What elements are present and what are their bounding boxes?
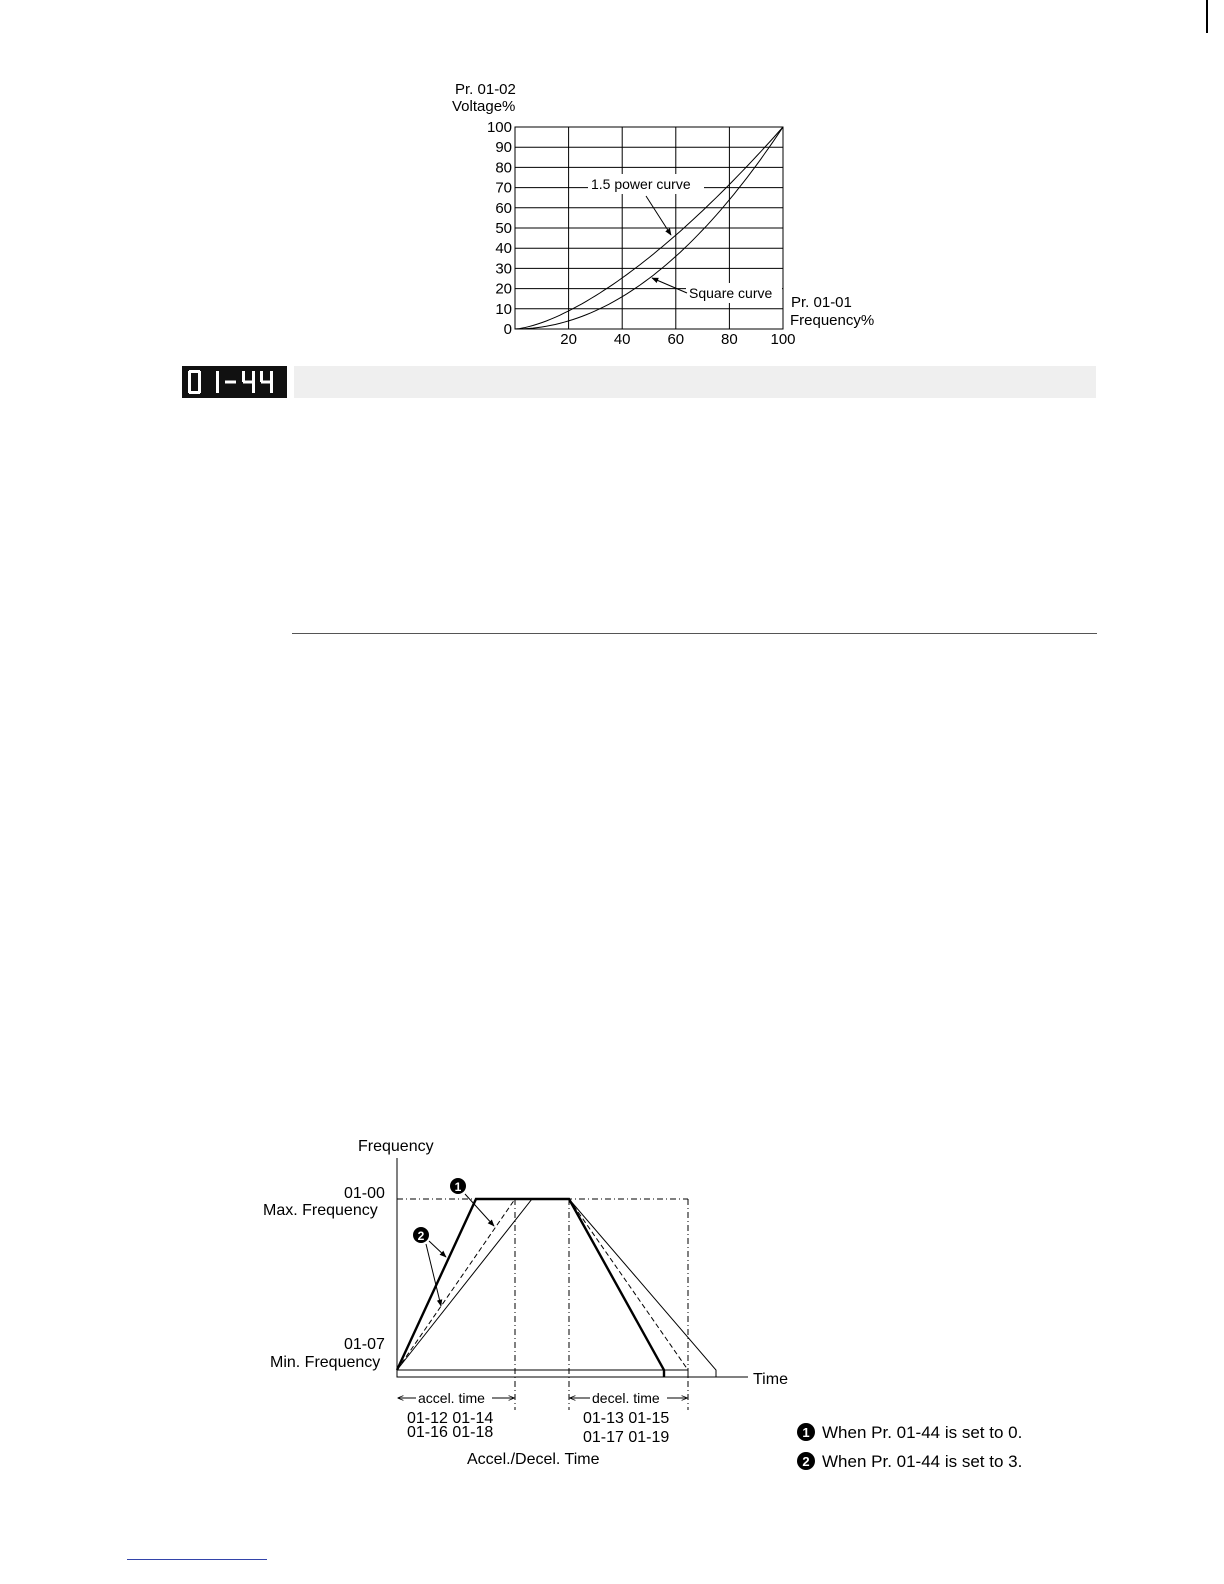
segment [252,371,255,382]
y-tick-label: 30 [495,260,512,278]
accel-time-label: accel. time [418,1390,485,1406]
accel-decel-chart [0,1120,1224,1500]
power-15-arrow [646,196,671,235]
legend-item-1-text: When Pr. 01-44 is set to 0. [822,1423,1023,1442]
x-axis-title-line2: Frequency% [790,312,875,329]
profile-setting-3 [397,1199,716,1377]
accel-params-row2: 01-16 01-18 [407,1424,494,1441]
profile-dashed-accel [397,1199,515,1370]
segment [270,371,273,382]
parameter-code-badge [182,366,287,398]
y-tick-label: 60 [495,199,512,217]
square-curve-arrow [652,278,687,293]
max-frequency-label: Max. Frequency [263,1202,378,1219]
y-tick-label: 70 [495,179,512,197]
svg-text:2: 2 [417,1229,425,1243]
seven-segment-display [182,366,287,398]
y-axis-title: Frequency [358,1138,434,1155]
x-tick-label: 80 [721,331,738,348]
svg-text:2: 2 [802,1454,810,1469]
accel-decel-title: Accel./Decel. Time [467,1451,600,1468]
decel-params-row1: 01-13 01-15 [583,1410,670,1427]
y-tick-label: 100 [486,119,512,136]
y-tick-label: 10 [495,300,512,318]
svg-text:1: 1 [802,1425,810,1440]
profile-dashed-decel [569,1199,688,1370]
x-tick-label: 20 [560,331,577,348]
legend-item-1 [797,1423,1022,1442]
vf-curve-chart [0,0,1224,360]
max-frequency-code: 01-00 [344,1185,385,1202]
svg-text:1: 1 [454,1180,462,1194]
segment [216,371,219,382]
y-tick-label: 80 [495,159,512,177]
x-axis-title-line1: Pr. 01-01 [791,294,852,311]
segment [252,382,255,393]
footer-link-underline [127,1559,267,1560]
segment [198,371,201,382]
parameter-header-bar [294,366,1096,398]
y-tick-labels [487,119,512,338]
segment [270,382,273,393]
min-frequency-band [397,1370,688,1377]
power-15-curve-label: 1.5 power curve [591,176,691,192]
section-divider [292,633,1097,634]
decel-time-label: decel. time [592,1390,660,1406]
accel-params-row1: 01-12 01-14 [407,1410,494,1427]
legend-item-2-text: When Pr. 01-44 is set to 3. [822,1452,1023,1471]
x-tick-labels [560,331,795,348]
segment [188,371,191,382]
segment [225,381,236,384]
legend-item-2 [797,1452,1022,1471]
parameter-code-digits [188,370,273,394]
y-tick-label: 90 [495,139,512,157]
y-tick-label: 0 [503,321,512,338]
x-tick-label: 40 [613,331,631,348]
segment [188,382,191,393]
x-tick-label: 100 [770,331,796,348]
marker-1 [450,1178,466,1194]
marker-2-arrow-b [426,1244,441,1306]
min-frequency-code: 01-07 [344,1336,385,1353]
segment [216,382,219,393]
square-curve-label: Square curve [689,285,773,301]
min-frequency-label: Min. Frequency [270,1354,381,1371]
marker-2 [413,1227,429,1243]
y-axis-title-line2: Voltage% [452,98,516,115]
segment [242,371,245,382]
y-tick-label: 20 [495,280,512,298]
marker-2-arrow-a [429,1241,446,1257]
y-tick-label: 50 [495,220,512,237]
time-axis-label: Time [753,1371,788,1388]
decel-params-row2: 01-17 01-19 [583,1429,670,1446]
y-tick-label: 40 [495,240,512,258]
x-tick-label: 60 [667,331,685,348]
y-axis-title-line1: Pr. 01-02 [455,81,516,98]
segment [260,371,263,382]
